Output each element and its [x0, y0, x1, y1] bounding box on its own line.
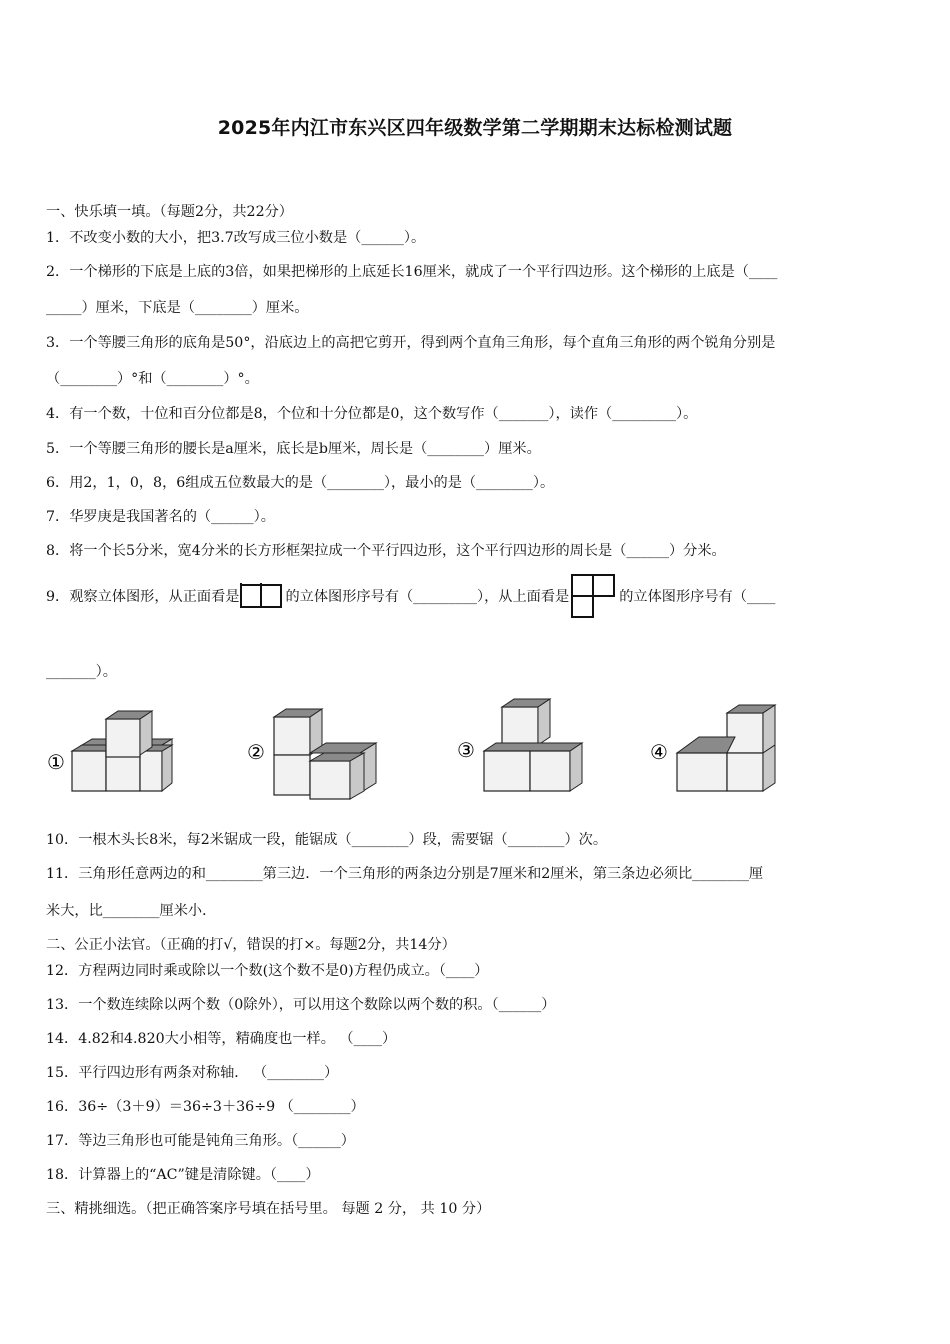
question-11-line-1: 11．三角形任意两边的和________第三边．一个三角形的两条边分别是7厘米和2厘米，第三条边必须比________厘 — [46, 866, 764, 882]
question-1: 1．不改变小数的大小，把3.7改写成三位小数是（______）。 — [46, 230, 426, 246]
top-view-icon — [569, 573, 619, 621]
figure-label: ③ — [457, 738, 475, 762]
question-16: 16．36÷（3＋9）＝36÷3＋36÷9 （________） — [46, 1099, 365, 1115]
question-4: 4．有一个数，十位和百分位都是8，个位和十分位都是0，这个数写作（_______），读作（_________）。 — [46, 406, 698, 422]
figure-label: ① — [47, 750, 65, 774]
question-3-line-1: 3．一个等腰三角形的底角是50°，沿底边上的高把它剪开，得到两个直角三角形，每个直角三角形的两个锐角分别是 — [46, 335, 776, 351]
front-view-icon — [239, 583, 285, 611]
figure-2 — [240, 695, 390, 809]
question-9-text-a: 9．观察立体图形，从正面看是 — [46, 589, 240, 605]
question-9-text-b: 的立体图形序号有（_________），从上面看是 — [285, 589, 570, 605]
figure-4 — [645, 695, 795, 809]
figure-label: ② — [247, 740, 265, 764]
question-12: 12．方程两边同时乘或除以一个数(这个数不是0)方程仍成立。（____） — [46, 963, 489, 979]
section-2-heading: 二、公正小法官。（正确的打√，错误的打×。每题2分，共14分） — [46, 937, 456, 953]
question-14: 14．4.82和4.820大小相等，精确度也一样。 （____） — [46, 1031, 397, 1047]
question-9-text-c: 的立体图形序号有（____ — [619, 589, 776, 605]
figure-label: ④ — [650, 740, 668, 764]
question-15: 15．平行四边形有两条对称轴． （________） — [46, 1065, 339, 1081]
cube-figures — [40, 695, 800, 805]
figure-3 — [450, 695, 600, 809]
section-3-heading: 三、精挑细选。（把正确答案序号填在括号里。 每题 2 分， 共 10 分） — [46, 1201, 491, 1217]
question-18: 18．计算器上的“AC”键是清除键。（____） — [46, 1167, 320, 1183]
question-7: 7．华罗庚是我国著名的（______）。 — [46, 509, 275, 525]
question-2-line-1: 2．一个梯形的下底是上底的3倍，如果把梯形的上底延长16厘米，就成了一个平行四边形。这个梯形的上底是（____ — [46, 264, 778, 280]
page-title: 2025年内江市东兴区四年级数学第二学期期末达标检测试题 — [217, 117, 733, 139]
question-3-line-2: （________）°和（________）°。 — [46, 371, 259, 387]
question-9-line-2: _______）。 — [46, 664, 117, 680]
question-9-line-1 — [46, 572, 775, 622]
figure-1 — [40, 695, 190, 809]
question-6: 6．用2，1，0，8，6组成五位数最大的是（________），最小的是（________）。 — [46, 475, 555, 491]
question-8: 8．将一个长5分米，宽4分米的长方形框架拉成一个平行四边形，这个平行四边形的周长是（______）分米。 — [46, 543, 726, 559]
section-1-heading: 一、快乐填一填。（每题2分，共22分） — [46, 204, 293, 220]
question-17: 17．等边三角形也可能是钝角三角形。（______） — [46, 1133, 355, 1149]
question-10: 10．一根木头长8米，每2米锯成一段，能锯成（________）段，需要锯（________）次。 — [46, 832, 608, 848]
question-5: 5．一个等腰三角形的腰长是a厘米，底长是b厘米，周长是（________）厘米。 — [46, 441, 541, 457]
question-13: 13．一个数连续除以两个数（0除外），可以用这个数除以两个数的积。（______） — [46, 997, 556, 1013]
question-2-line-2: _____）厘米，下底是（________）厘米。 — [46, 300, 309, 316]
question-11-line-2: 米大，比________厘米小． — [46, 903, 217, 919]
